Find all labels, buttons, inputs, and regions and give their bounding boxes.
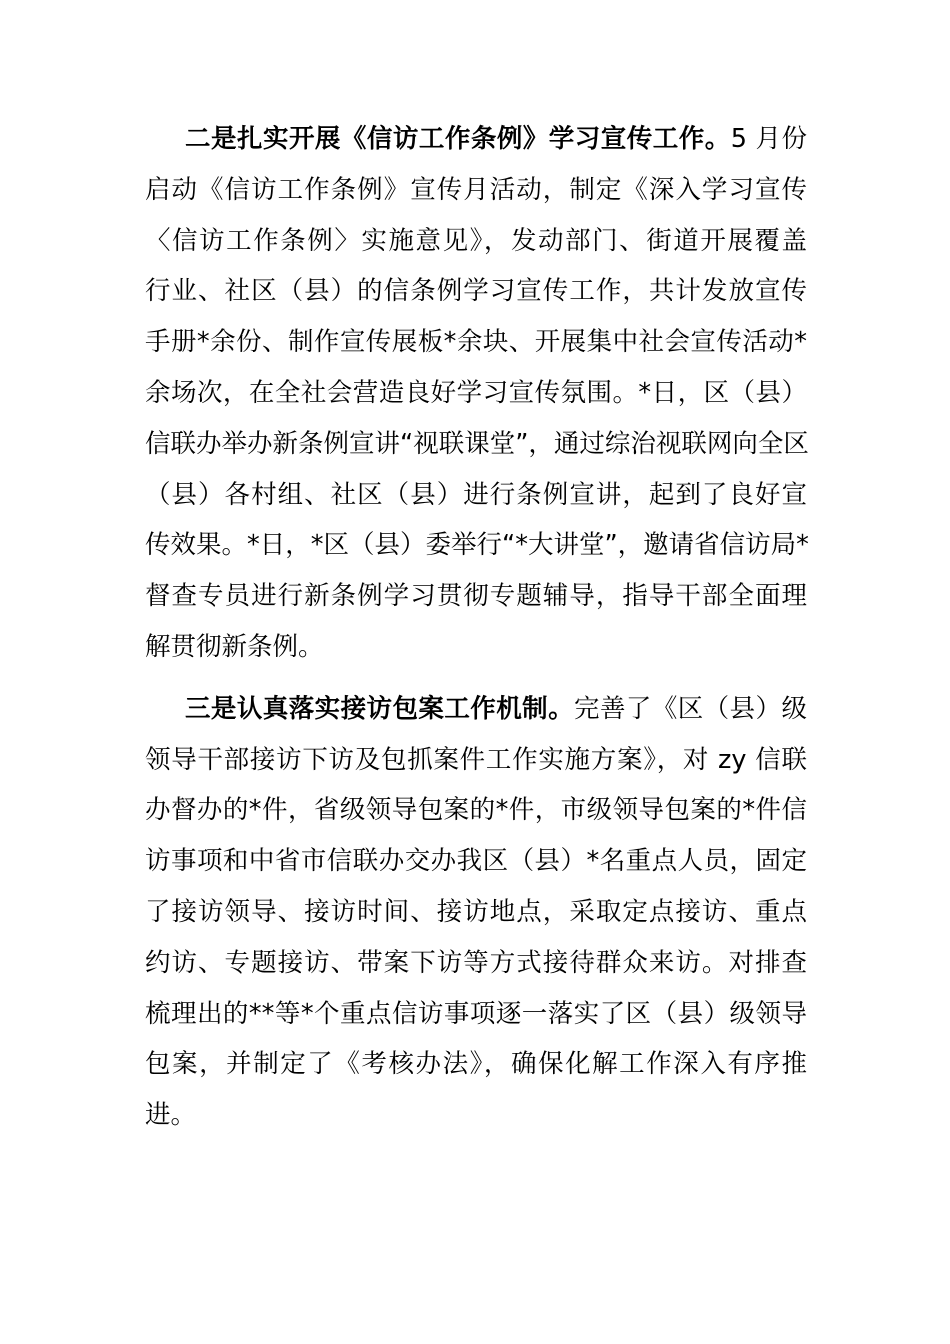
paragraph-line	[145, 114, 807, 165]
paragraph-line: 解贯彻新条例。	[145, 631, 324, 662]
paragraph-line: 〈信访工作条例〉实施意见》，发动部门、街道开展覆盖	[145, 225, 807, 256]
paragraph-line: 余场次，在全社会营造良好学习宣传氛围。*日，区（县）	[145, 377, 807, 408]
paragraph-text: 完善了《区（县）级	[574, 693, 807, 724]
paragraph-line: 行业、社区（县）的信条例学习宣传工作，共计发放宣传	[145, 276, 807, 307]
paragraph-line: 信联办举办新条例宣讲“视联课堂”，通过综治视联网向全区	[145, 428, 809, 459]
paragraph-2	[145, 684, 807, 1141]
paragraph-line: 办督办的*件，省级领导包案的*件，市级领导包案的*件信	[145, 795, 807, 826]
paragraph-line: 领导干部接访下访及包抓案件工作实施方案》，对 zy 信联	[145, 744, 807, 775]
paragraph-1	[145, 114, 807, 673]
paragraph-line	[145, 684, 807, 735]
paragraph-line: 梳理出的**等*个重点信访事项逐一落实了区（县）级领导	[145, 998, 807, 1029]
paragraph-line: 传效果。*日，*区（县）委举行“*大讲堂”，邀请省信访局*	[145, 530, 809, 561]
paragraph-line: 约访、专题接访、带案下访等方式接待群众来访。对排查	[145, 947, 807, 978]
paragraph-line: 启动《信访工作条例》宣传月活动，制定《深入学习宣传	[145, 174, 807, 205]
paragraph-lead-heading: 三是认真落实接访包案工作机制。	[185, 693, 575, 724]
paragraph-line: 手册*余份、制作宣传展板*余块、开展集中社会宣传活动*	[145, 327, 807, 358]
paragraph-line: 访事项和中省市信联办交办我区（县）*名重点人员，固定	[145, 846, 807, 877]
paragraph-lead-heading: 二是扎实开展《信访工作条例》学习宣传工作。	[185, 124, 731, 154]
paragraph-line: 了接访领导、接访时间、接访地点，采取定点接访、重点	[145, 896, 807, 927]
paragraph-line: （县）各村组、社区（县）进行条例宣讲，起到了良好宣	[145, 479, 807, 510]
paragraph-line: 包案，并制定了《考核办法》，确保化解工作深入有序推	[145, 1049, 807, 1080]
paragraph-line: 督查专员进行新条例学习贯彻专题辅导，指导干部全面理	[145, 581, 807, 612]
document-body	[145, 114, 807, 1141]
paragraph-text: 5 月份	[730, 124, 807, 154]
paragraph-line: 进。	[145, 1100, 197, 1131]
